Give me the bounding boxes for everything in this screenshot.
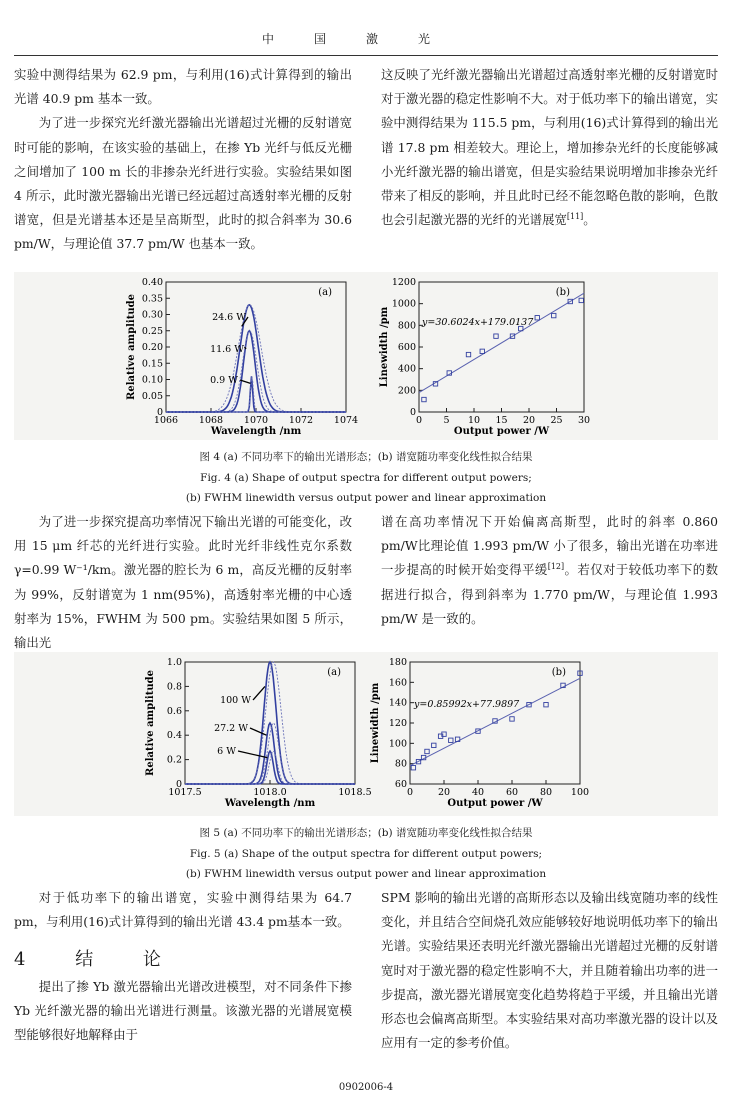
x-tick-label: 1070 bbox=[243, 415, 269, 426]
fig4-caption-cn: 图 4 (a) 不同功率下的输出光谱形态；(b) 谱宽随功率变化线性拟合结果 bbox=[199, 451, 533, 463]
bottom-right-column bbox=[381, 886, 718, 1055]
mid-right-column bbox=[381, 510, 718, 631]
x-axis-label: Wavelength /nm bbox=[224, 798, 316, 809]
x-tick-label: 0 bbox=[415, 415, 423, 426]
figure-4 bbox=[14, 272, 718, 440]
page-number: 0902006-4 bbox=[338, 1082, 394, 1093]
series-label: 0.9 W bbox=[210, 375, 238, 386]
y-tick-label: 0 bbox=[175, 779, 182, 790]
y-tick-label: 0.20 bbox=[141, 342, 163, 353]
x-tick-label: 1018.5 bbox=[338, 787, 372, 798]
x-tick-label: 40 bbox=[471, 787, 485, 798]
data-point bbox=[510, 717, 514, 721]
data-point bbox=[579, 298, 583, 302]
y-tick-label: 1000 bbox=[391, 298, 416, 310]
y-tick-label: 0.30 bbox=[141, 309, 163, 321]
y-tick-label: 0.4 bbox=[166, 730, 182, 742]
x-tick-label: 1068 bbox=[198, 415, 224, 426]
y-tick-label: 100 bbox=[388, 738, 407, 750]
y-tick-label: 120 bbox=[388, 718, 407, 729]
paragraph: 为了进一步探究提高功率情况下输出光谱的可能变化，改用 15 μm 纤芯的光纤进行实验。此时光纤非线性克尔系数 γ=0.99 W⁻¹/km。激光器的腔长为 6 m，高反光栅的反射率为 99%，反射谱宽为 1 nm(95%)，高透射率光栅的中心透射率为 15%，FWHM 为 500 pm。实验结果如图 5 所示，输出光 bbox=[14, 514, 352, 651]
y-tick-label: 0.2 bbox=[166, 754, 182, 766]
x-tick-label: 100 bbox=[570, 787, 590, 798]
y-tick-label: 600 bbox=[397, 342, 416, 353]
data-point bbox=[494, 334, 498, 338]
data-point bbox=[466, 352, 470, 356]
series-label: 100 W bbox=[220, 695, 251, 706]
x-tick-label: 1066 bbox=[153, 415, 179, 426]
y-tick-label: 0 bbox=[409, 407, 416, 418]
mid-left-column bbox=[14, 510, 352, 655]
x-tick-label: 80 bbox=[539, 787, 553, 798]
fig5-caption-cn: 图 5 (a) 不同功率下的输出光谱形态；(b) 谱宽随功率变化线性拟合结果 bbox=[199, 827, 533, 839]
series-label: 24.6 W bbox=[212, 312, 246, 323]
x-tick-label: 0 bbox=[406, 787, 414, 798]
x-tick-label: 30 bbox=[577, 415, 591, 426]
x-tick-label: 25 bbox=[550, 415, 563, 426]
paragraph: 谱在高功率情况下开始偏离高斯型，此时的斜率 0.860 pm/W比理论值 1.993 pm/W 小了很多，输出光谱在功率进一步提高的时候开始变得平缓[12]。若仅对于较低功率下的数据进行拟合，得到斜率为 1.770 pm/W，与理论值 1.993 pm/W 是一致的。 bbox=[381, 514, 719, 626]
fit-equation: y=30.6024x+179.0137 bbox=[422, 317, 534, 328]
x-tick-label: 5 bbox=[443, 415, 450, 426]
data-point bbox=[432, 743, 436, 747]
x-axis-label: Output power /W bbox=[453, 426, 550, 437]
fit-line bbox=[410, 678, 580, 765]
y-axis-label: Relative amplitude bbox=[126, 294, 137, 400]
fig5-caption-en2: (b) FWHM linewidth versus output power and linear approximation bbox=[185, 868, 547, 880]
y-axis-label: Linewidth /pm bbox=[370, 682, 381, 764]
x-tick-label: 1074 bbox=[333, 415, 359, 426]
y-tick-label: 0.6 bbox=[166, 705, 182, 717]
y-tick-label: 800 bbox=[397, 320, 416, 332]
series-fit-curve bbox=[166, 378, 346, 412]
figure-5 bbox=[14, 652, 718, 816]
x-axis-label: Output power /W bbox=[447, 798, 543, 809]
plot-frame bbox=[419, 282, 584, 412]
bottom-left-column bbox=[14, 886, 352, 1047]
x-tick-label: 60 bbox=[505, 787, 519, 798]
fig4-caption-en1: Fig. 4 (a) Shape of output spectra for different output powers; bbox=[200, 472, 532, 484]
data-point bbox=[544, 703, 548, 707]
x-tick-label: 15 bbox=[495, 415, 508, 426]
y-tick-label: 400 bbox=[397, 363, 416, 375]
y-tick-label: 0 bbox=[156, 407, 163, 418]
x-tick-label: 1018.0 bbox=[253, 787, 287, 798]
data-point bbox=[411, 766, 415, 770]
x-tick-label: 20 bbox=[437, 787, 451, 798]
y-tick-label: 0.05 bbox=[141, 390, 163, 402]
data-point bbox=[480, 349, 484, 353]
series-curve bbox=[166, 376, 346, 412]
series-label: 6 W bbox=[217, 746, 236, 757]
series-fit-curve bbox=[185, 723, 355, 784]
panel-label: (b) bbox=[555, 287, 570, 298]
y-tick-label: 200 bbox=[397, 385, 416, 397]
data-point bbox=[425, 749, 429, 753]
series-fit-curve bbox=[185, 751, 355, 784]
fig5-caption-en1: Fig. 5 (a) Shape of the output spectra for different output powers; bbox=[189, 848, 543, 860]
plot-frame bbox=[166, 282, 346, 412]
data-point bbox=[422, 397, 426, 401]
y-tick-label: 140 bbox=[388, 697, 407, 709]
y-tick-label: 160 bbox=[388, 677, 407, 689]
y-tick-label: 60 bbox=[394, 779, 407, 790]
paragraph: 对于低功率下的输出谱宽，实验中测得结果为 64.7 pm，与利用(16)式计算得到的输出光谱 43.4 pm基本一致。 bbox=[14, 890, 352, 930]
paragraph: 这反映了光纤激光器输出光谱超过高透射率光栅的反射谱宽时对于激光器的稳定性影响不大。对于低功率下的输出谱宽，实验中测得结果为 115.5 pm，与利用(16)式计算得到的输出光谱 17.8 pm 相差较大。理论上，增加掺杂光纤的长度能够减小光纤激光器的输出谱宽，但是实验结果说明增加非掺杂光纤带来了相反的影响，并且此时已经不能忽略色散的影响，色散也会引起激光器的光纤的光谱展宽[11]。 bbox=[381, 67, 718, 228]
x-tick-label: 1017.5 bbox=[168, 787, 202, 798]
fit-equation: y=0.85992x+77.9897 bbox=[414, 699, 520, 710]
top-left-column bbox=[14, 63, 352, 257]
series-pointer bbox=[250, 728, 266, 735]
x-tick-label: 1072 bbox=[288, 415, 314, 426]
series-label: 11.6 W bbox=[210, 344, 244, 355]
citation: [11] bbox=[566, 212, 584, 222]
y-tick-label: 80 bbox=[394, 758, 407, 770]
series-label: 27.2 W bbox=[214, 723, 248, 734]
y-tick-label: 1.0 bbox=[166, 657, 182, 668]
y-tick-label: 0.15 bbox=[141, 358, 163, 370]
series-curve bbox=[166, 331, 346, 412]
paragraph: SPM 影响的输出光谱的高斯形态以及输出线宽随功率的线性变化，并且结合空间烧孔效应能够较好地说明低功率下的输出光谱。实验结果还表明光纤激光器输出光谱超过光栅的反射谱宽时对于激光器的稳定性影响不大，并且随着输出功率的进一步提高，激光器光谱展宽变化趋势将趋于平缓，并且输出光谱形态也会偏离高斯型。本实验结果对高功率激光器的设计以及应用有一定的参考价值。 bbox=[381, 890, 718, 1051]
y-tick-label: 0.35 bbox=[141, 293, 163, 305]
data-point bbox=[535, 316, 539, 320]
citation: [12] bbox=[547, 562, 565, 572]
running-header: 中国激光 bbox=[261, 32, 470, 46]
y-axis-label: Relative amplitude bbox=[145, 670, 156, 776]
fig4-svg bbox=[14, 272, 718, 440]
fig4-caption-en2: (b) FWHM linewidth versus output power and linear approximation bbox=[185, 492, 547, 504]
data-point bbox=[552, 313, 556, 317]
panel-label: (a) bbox=[327, 667, 341, 678]
x-tick-label: 10 bbox=[467, 415, 481, 426]
fig5-svg bbox=[14, 652, 718, 816]
y-tick-label: 1200 bbox=[391, 277, 416, 288]
x-tick-label: 20 bbox=[522, 415, 536, 426]
y-axis-label: Linewidth /pm bbox=[379, 306, 390, 388]
y-tick-label: 0.40 bbox=[141, 277, 163, 288]
paragraph: 为了进一步探究光纤激光器输出光谱超过光栅的反射谱宽时可能的影响，在该实验的基础上，在掺 Yb 光纤与低反光栅之间增加了 100 m 长的非掺杂光纤进行实验。实验结果如图 4 所示，此时激光器输出光谱已经远超过高透射率光栅的反射谱宽，但是光谱基本还是呈高斯型，此时的拟合斜率为 30.6 pm/W，与理论值 37.7 pm/W 也基本一致。 bbox=[14, 115, 352, 252]
section-heading: 4 结 论 bbox=[14, 949, 183, 971]
top-right-column bbox=[381, 63, 718, 232]
panel-label: (a) bbox=[318, 287, 332, 298]
panel-label: (b) bbox=[551, 667, 566, 678]
series-curve bbox=[185, 751, 355, 784]
series-pointer bbox=[238, 751, 267, 758]
paragraph: 实验中测得结果为 62.9 pm，与利用(16)式计算得到的输出光谱 40.9 pm 基本一致。 bbox=[14, 67, 352, 107]
fit-line bbox=[419, 293, 584, 392]
header-rule bbox=[14, 55, 718, 56]
data-point bbox=[449, 738, 453, 742]
y-tick-label: 0.10 bbox=[141, 374, 163, 386]
y-tick-label: 0.25 bbox=[141, 325, 163, 337]
y-tick-label: 0.8 bbox=[166, 681, 182, 693]
paragraph: 提出了掺 Yb 激光器输出光谱改进模型，对不同条件下掺 Yb 光纤激光器的输出光谱进行测量。该激光器的光谱展宽模型能够很好地解释由于 bbox=[14, 978, 352, 1043]
y-tick-label: 180 bbox=[388, 657, 407, 668]
series-pointer bbox=[253, 686, 265, 700]
x-axis-label: Wavelength /nm bbox=[210, 426, 302, 437]
